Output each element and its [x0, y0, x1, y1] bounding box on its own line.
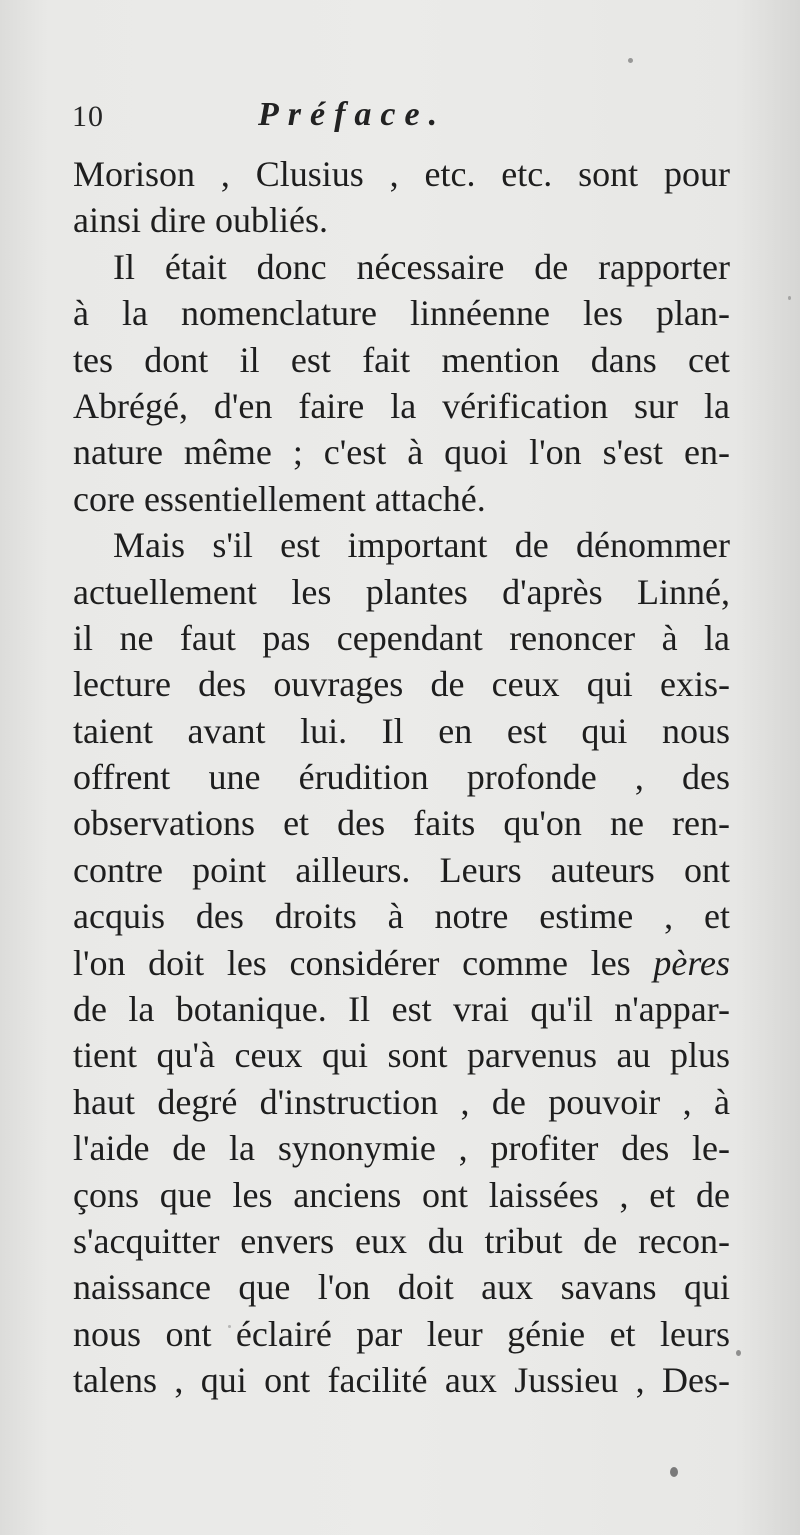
text-line: observations et des faits qu'on ne ren- [73, 803, 730, 844]
text-line: offrent une érudition profonde , des [73, 757, 730, 798]
text-line: s'acquitter envers eux du tribut de recon- [73, 1220, 730, 1261]
text-line: il ne faut pas cependant renoncer à la [73, 617, 730, 658]
text-line: core essentiellement attaché. [73, 478, 486, 519]
paper-speck [228, 1325, 231, 1328]
text-line: actuellement les plantes d'après Linné, [73, 571, 730, 612]
text-line: ainsi dire oubliés. [73, 200, 328, 241]
text-line: taient avant lui. Il en est qui nous [73, 710, 730, 751]
text-line: à la nomenclature linnéenne les plan- [73, 293, 730, 334]
paper-speck [670, 1467, 678, 1477]
text-line: Abrégé, d'en faire la vérification sur la [73, 385, 730, 426]
text-line: Morison , Clusius , etc. etc. sont pour [73, 154, 730, 194]
text-line: contre point ailleurs. Leurs auteurs ont [73, 849, 730, 890]
running-head: Préface. [258, 96, 447, 133]
text-line: çons que les anciens ont laissées , et de [73, 1174, 730, 1215]
text-segment: l'on doit les considérer comme les [73, 942, 631, 983]
text-line-with-emphasis [73, 940, 730, 986]
text-line: tes dont il est fait mention dans cet [73, 339, 730, 380]
page-header [72, 96, 752, 146]
paper-speck [788, 296, 791, 300]
paper-speck [736, 1350, 741, 1356]
paragraph-start-line: Mais s'il est important de dénommer [113, 525, 730, 566]
italic-word: pères [653, 942, 731, 983]
page-number: 10 [72, 100, 104, 133]
text-line: acquis des droits à notre estime , et [73, 896, 730, 937]
text-line: l'aide de la synonymie , profiter des le- [73, 1128, 730, 1169]
text-line: de la botanique. Il est vrai qu'il n'appar- [73, 989, 730, 1030]
text-line: nous ont éclairé par leur génie et leurs [73, 1313, 730, 1354]
text-line: lecture des ouvrages de ceux qui exis- [73, 664, 730, 705]
text-line: talens , qui ont facilité aux Jussieu , Des- [73, 1360, 730, 1401]
text-line: haut degré d'instruction , de pouvoir , à [73, 1081, 730, 1122]
text-line: naissance que l'on doit aux savans qui [73, 1267, 730, 1308]
paper-speck [628, 58, 633, 63]
text-line: tient qu'à ceux qui sont parvenus au plus [73, 1035, 730, 1076]
paragraph-start-line: Il était donc nécessaire de rapporter [113, 246, 730, 287]
body-text [73, 151, 730, 1404]
text-line: nature même ; c'est à quoi l'on s'est en- [73, 432, 730, 473]
